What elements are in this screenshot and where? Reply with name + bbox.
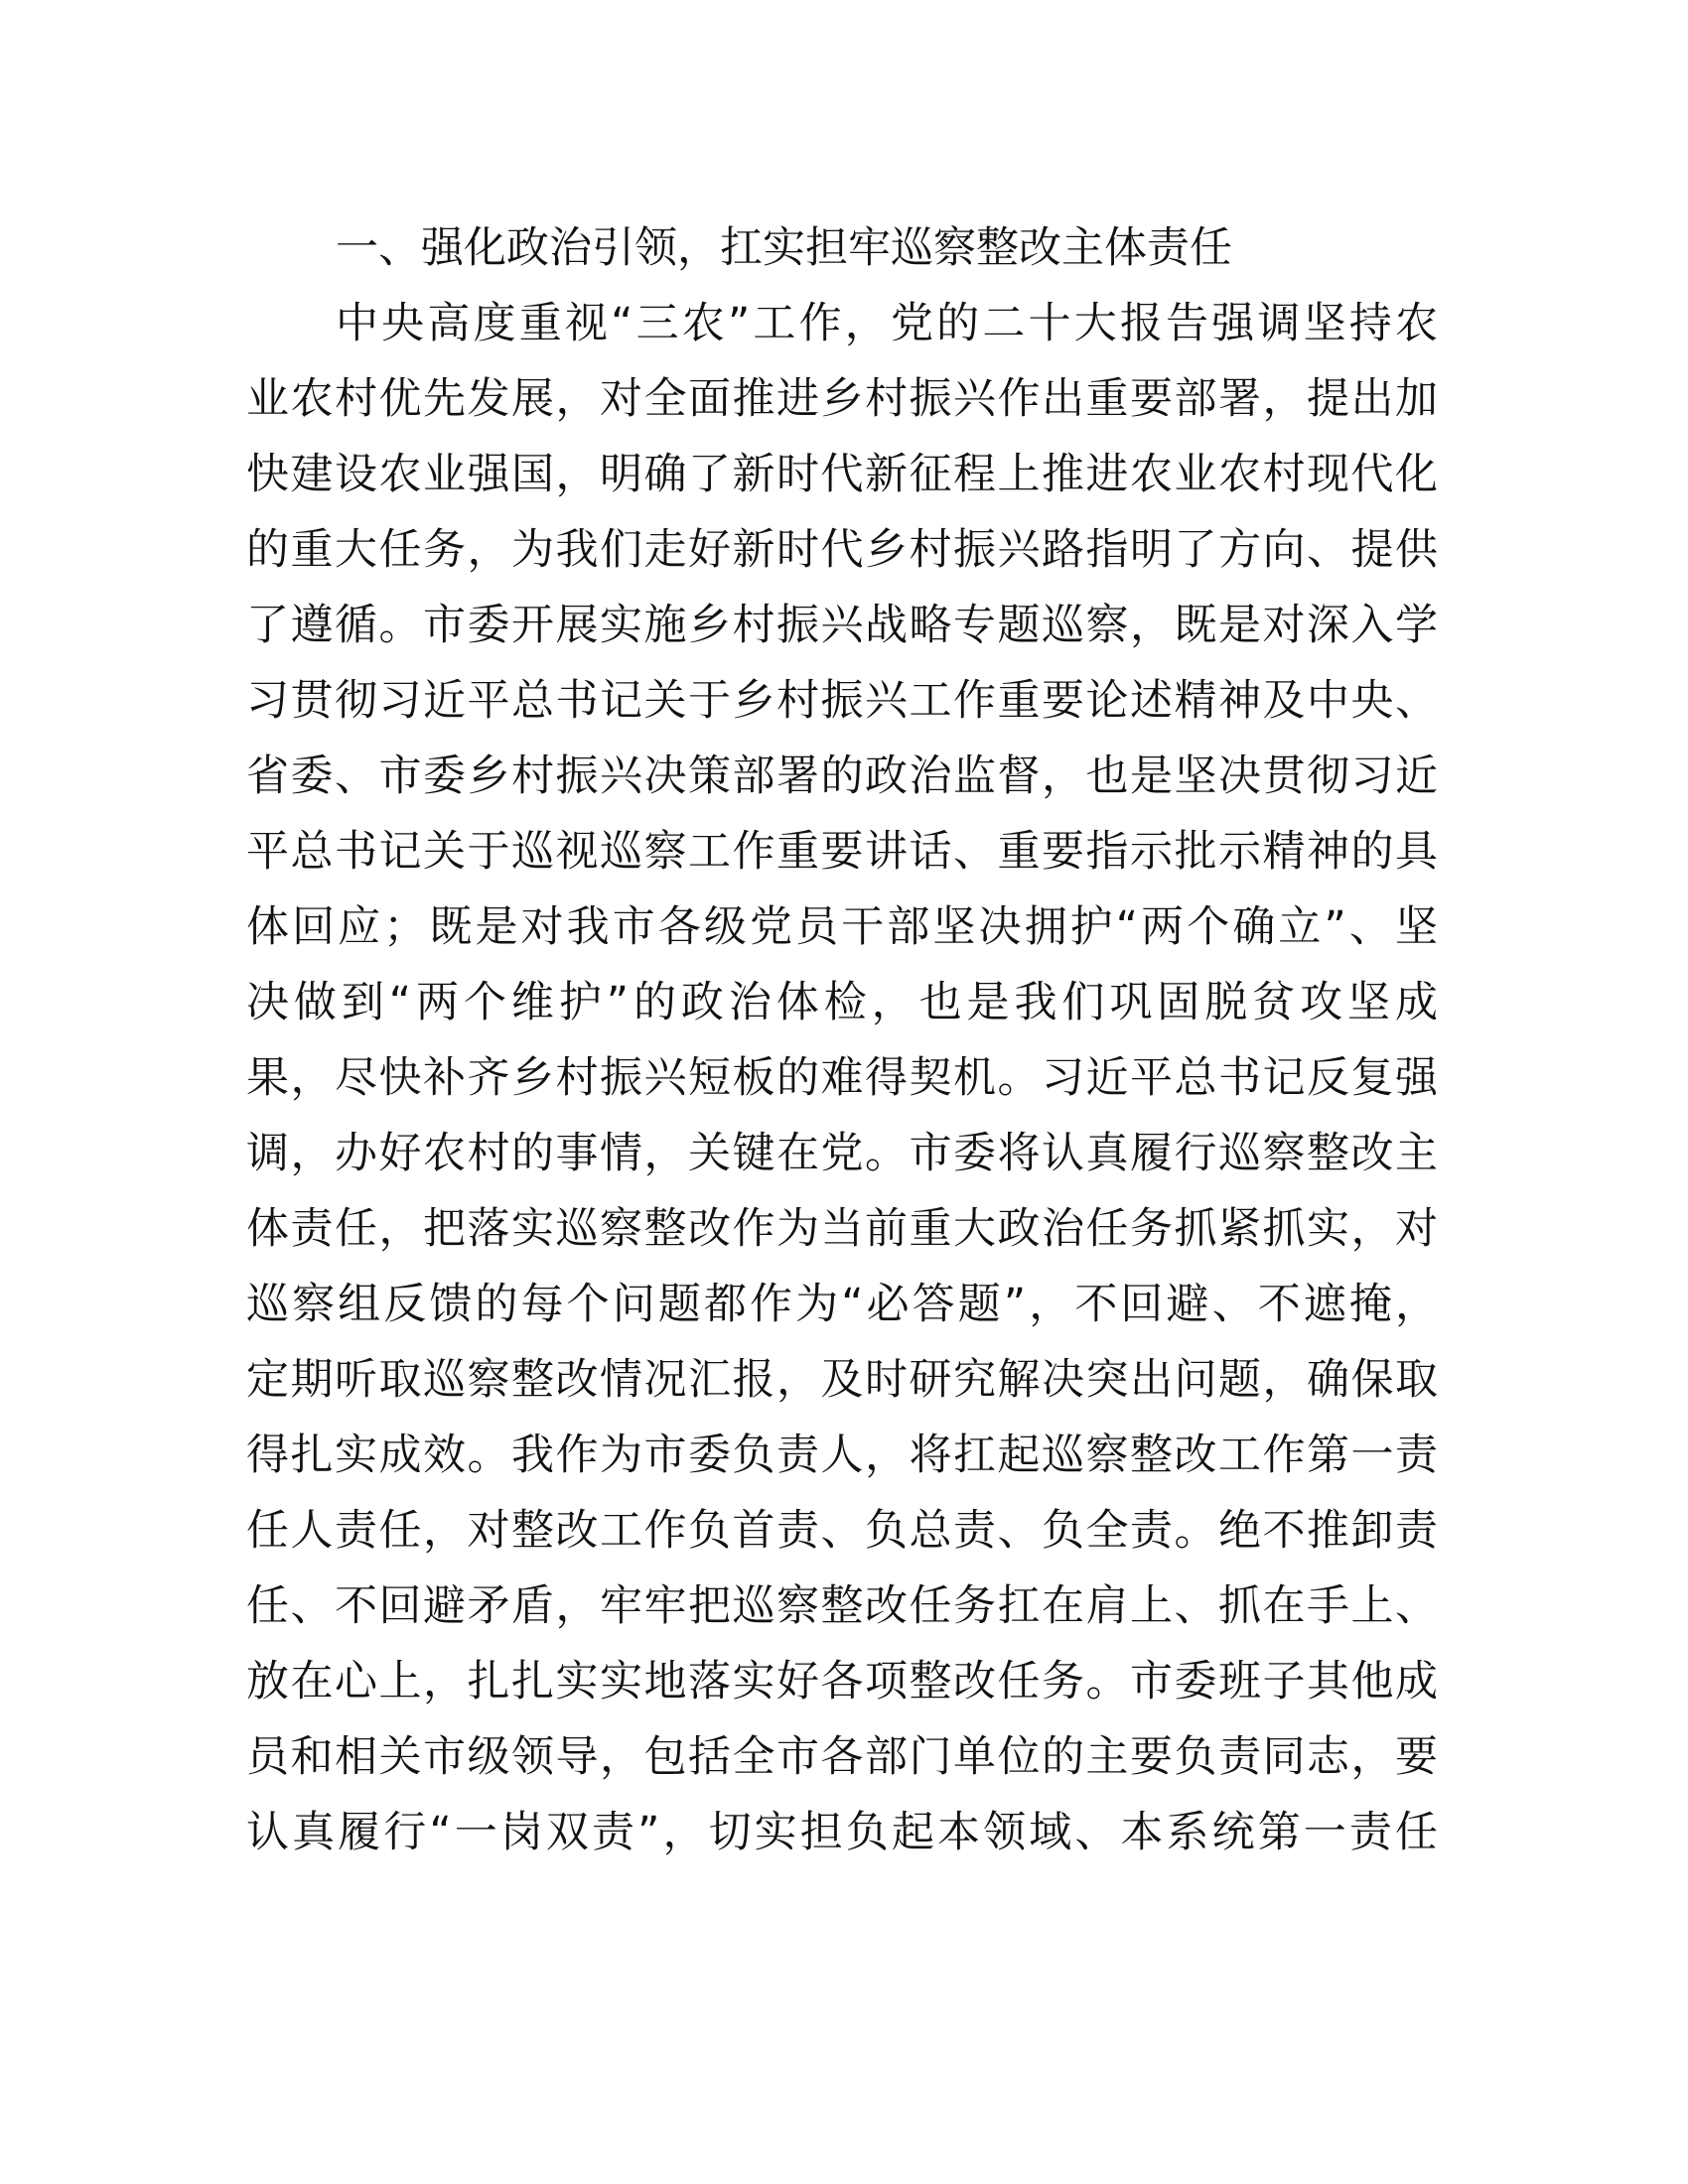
paragraph-line: 体责任，把落实巡察整改作为当前重大政治任务抓紧抓实，对: [246, 1204, 1438, 1254]
paragraph-line: 任、不回避矛盾，牢牢把巡察整改任务扛在肩上、抓在手上、: [246, 1581, 1438, 1631]
section-heading: 一、强化政治引领，扛实担牢巡察整改主体责任: [336, 223, 1232, 273]
paragraph-line: 中央高度重视“三农”工作，党的二十大报告强调坚持农: [336, 299, 1438, 348]
paragraph-line: 决做到“两个维护”的政治体检，也是我们巩固脱贫攻坚成: [246, 978, 1438, 1027]
paragraph-line: 业农村优先发展，对全面推进乡村振兴作出重要部署，提出加: [246, 374, 1438, 424]
paragraph-line: 得扎实成效。我作为市委负责人，将扛起巡察整改工作第一责: [246, 1431, 1438, 1480]
paragraph-line: 认真履行“一岗双责”，切实担负起本领域、本系统第一责任: [246, 1808, 1438, 1857]
paragraph-line: 习贯彻习近平总书记关于乡村振兴工作重要论述精神及中央、: [246, 676, 1438, 726]
paragraph-line: 体回应；既是对我市各级党员干部坚决拥护“两个确立”、坚: [246, 902, 1438, 952]
paragraph-line: 的重大任务，为我们走好新时代乡村振兴路指明了方向、提供: [246, 525, 1438, 575]
document-body: [246, 210, 1438, 1870]
paragraph-line: 巡察组反馈的每个问题都作为“必答题”，不回避、不遮掩，: [246, 1280, 1438, 1329]
paragraph: [246, 286, 1438, 1870]
paragraph-line: 省委、市委乡村振兴决策部署的政治监督，也是坚决贯彻习近: [246, 751, 1438, 801]
paragraph-line: 了遵循。市委开展实施乡村振兴战略专题巡察，既是对深入学: [246, 601, 1438, 650]
paragraph-line: 果，尽快补齐乡村振兴短板的难得契机。习近平总书记反复强: [246, 1053, 1438, 1103]
paragraph-line: 定期听取巡察整改情况汇报，及时研究解决突出问题，确保取: [246, 1355, 1438, 1405]
paragraph-line: 调，办好农村的事情，关键在党。市委将认真履行巡察整改主: [246, 1129, 1438, 1178]
paragraph-line: 放在心上，扎扎实实地落实好各项整改任务。市委班子其他成: [246, 1657, 1438, 1706]
paragraph-line: 任人责任，对整改工作负首责、负总责、负全责。绝不推卸责: [246, 1506, 1438, 1556]
paragraph-line: 快建设农业强国，明确了新时代新征程上推进农业农村现代化: [246, 450, 1438, 499]
paragraph-line: 平总书记关于巡视巡察工作重要讲话、重要指示批示精神的具: [246, 827, 1438, 877]
paragraph-line: 员和相关市级领导，包括全市各部门单位的主要负责同志，要: [246, 1732, 1438, 1782]
